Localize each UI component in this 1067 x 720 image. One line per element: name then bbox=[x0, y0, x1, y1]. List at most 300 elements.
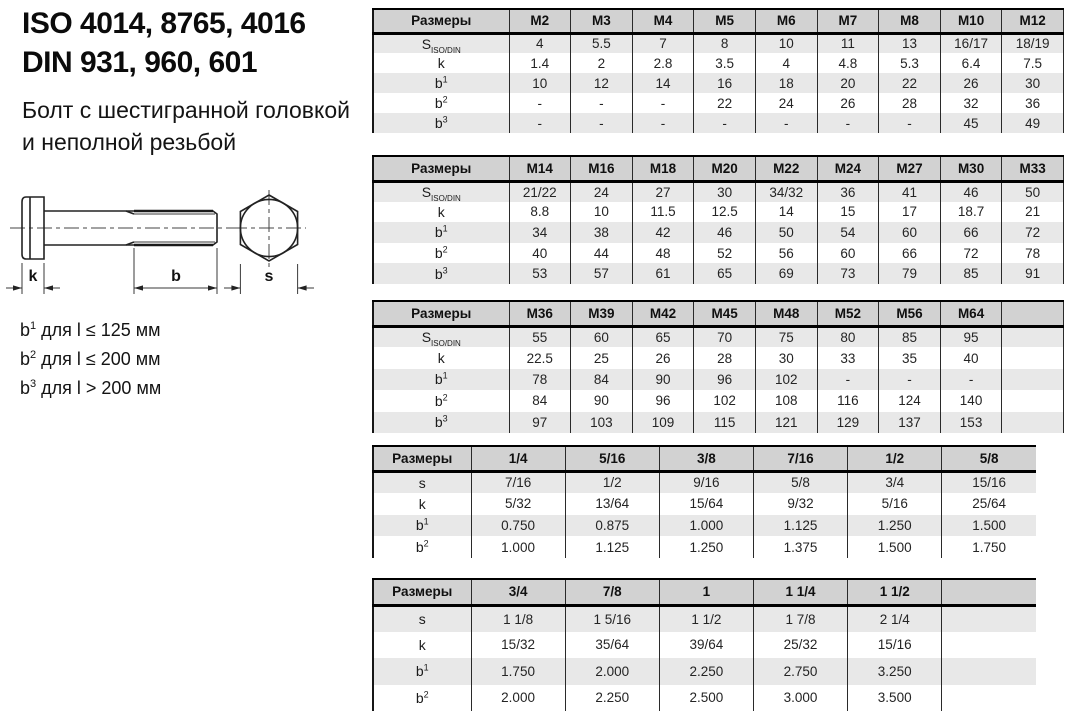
footnote-line: $b^2$ для l ≤ 200 мм bbox=[20, 349, 161, 369]
value-cell: 2 1/4 bbox=[848, 605, 942, 632]
value-cell: 1.4 bbox=[509, 53, 571, 73]
value-cell: 15/64 bbox=[659, 493, 753, 515]
table-row bbox=[373, 515, 1036, 537]
size-column-header: 1 bbox=[659, 579, 753, 605]
value-cell bbox=[1002, 390, 1064, 411]
value-cell: 12.5 bbox=[694, 202, 756, 223]
value-cell: 5/8 bbox=[753, 471, 847, 493]
value-cell: 55 bbox=[509, 326, 571, 347]
table-row bbox=[373, 632, 1036, 659]
value-cell: 2 bbox=[571, 53, 633, 73]
value-cell: 16 bbox=[694, 73, 756, 93]
size-column-header: M5 bbox=[694, 9, 756, 33]
value-cell: - bbox=[694, 113, 756, 133]
row-label: $b^2$ bbox=[415, 538, 429, 556]
value-cell: 70 bbox=[694, 326, 756, 347]
value-cell: 108 bbox=[755, 390, 817, 411]
value-cell: 50 bbox=[1002, 181, 1064, 202]
table-row bbox=[373, 536, 1036, 558]
value-cell: 2.250 bbox=[659, 658, 753, 685]
table-row bbox=[373, 685, 1036, 712]
row-label: $b^2$ bbox=[415, 689, 429, 706]
table-row bbox=[373, 73, 1064, 93]
dimension-table bbox=[372, 578, 1036, 711]
table-row bbox=[373, 263, 1064, 284]
value-cell: 14 bbox=[632, 73, 694, 93]
table-row bbox=[373, 390, 1064, 411]
value-cell: 44 bbox=[571, 243, 633, 264]
value-cell: 6.4 bbox=[940, 53, 1002, 73]
table-row bbox=[373, 347, 1064, 368]
size-column-header: M24 bbox=[817, 156, 879, 181]
dimension-s bbox=[224, 264, 314, 294]
value-cell: 3/4 bbox=[848, 471, 942, 493]
value-cell: 1.750 bbox=[942, 536, 1036, 558]
value-cell: 4.8 bbox=[817, 53, 879, 73]
value-cell: 5/32 bbox=[471, 493, 565, 515]
value-cell bbox=[1002, 347, 1064, 368]
value-cell: 1.500 bbox=[942, 515, 1036, 537]
value-cell: 35/64 bbox=[565, 632, 659, 659]
value-cell: 18.7 bbox=[940, 202, 1002, 223]
value-cell: 9/16 bbox=[659, 471, 753, 493]
dimension-table bbox=[372, 300, 1064, 433]
size-column-header: M16 bbox=[571, 156, 633, 181]
value-cell: 38 bbox=[571, 222, 633, 243]
size-column-header: M36 bbox=[509, 301, 571, 326]
value-cell: 22 bbox=[879, 73, 941, 93]
value-cell: - bbox=[571, 113, 633, 133]
value-cell: 1.750 bbox=[471, 658, 565, 685]
table-row bbox=[373, 326, 1064, 347]
footnote-line: $b^1$ для l ≤ 125 мм bbox=[20, 320, 161, 340]
value-cell: 2.500 bbox=[659, 685, 753, 712]
table-row bbox=[373, 243, 1064, 264]
value-cell: 1 1/8 bbox=[471, 605, 565, 632]
value-cell: 3.5 bbox=[694, 53, 756, 73]
size-column-header: 5/16 bbox=[565, 446, 659, 471]
value-cell: 7 bbox=[632, 33, 694, 53]
value-cell: 69 bbox=[755, 263, 817, 284]
row-label: $S_{ISO/DIN}$ bbox=[421, 35, 461, 53]
value-cell bbox=[1002, 369, 1064, 390]
value-cell: 26 bbox=[817, 93, 879, 113]
page-title bbox=[22, 4, 306, 82]
row-label: $b^3$ bbox=[434, 413, 448, 431]
value-cell: 46 bbox=[694, 222, 756, 243]
row-label: k bbox=[418, 495, 426, 512]
value-cell: 36 bbox=[817, 181, 879, 202]
table-row bbox=[373, 658, 1036, 685]
value-cell: 66 bbox=[879, 243, 941, 264]
value-cell: 53 bbox=[509, 263, 571, 284]
size-column-header: M39 bbox=[571, 301, 633, 326]
value-cell: 56 bbox=[755, 243, 817, 264]
value-cell: 30 bbox=[694, 181, 756, 202]
value-cell bbox=[942, 605, 1036, 632]
value-cell: 24 bbox=[571, 181, 633, 202]
size-column-header: 3/8 bbox=[659, 446, 753, 471]
value-cell: 61 bbox=[632, 263, 694, 284]
size-column-header: M52 bbox=[817, 301, 879, 326]
value-cell: 22 bbox=[694, 93, 756, 113]
table-row bbox=[373, 471, 1036, 493]
size-column-header: 7/8 bbox=[565, 579, 659, 605]
dimension-table bbox=[372, 155, 1064, 284]
value-cell: 140 bbox=[940, 390, 1002, 411]
row-label: $b^3$ bbox=[434, 114, 448, 131]
size-column-header: M45 bbox=[694, 301, 756, 326]
size-column-header: M12 bbox=[1002, 9, 1064, 33]
row-label: s bbox=[418, 611, 426, 627]
value-cell: 91 bbox=[1002, 263, 1064, 284]
corner-header: Размеры bbox=[373, 446, 471, 471]
value-cell: 2.8 bbox=[632, 53, 694, 73]
page-subtitle bbox=[22, 94, 350, 158]
value-cell: 25/32 bbox=[753, 632, 847, 659]
value-cell: 25/64 bbox=[942, 493, 1036, 515]
dimension-table bbox=[372, 8, 1064, 133]
value-cell: 57 bbox=[571, 263, 633, 284]
value-cell: 1/2 bbox=[565, 471, 659, 493]
footnotes bbox=[20, 316, 161, 403]
value-cell: 7.5 bbox=[1002, 53, 1064, 73]
value-cell: 79 bbox=[879, 263, 941, 284]
row-label: k bbox=[437, 203, 445, 220]
value-cell: 85 bbox=[879, 326, 941, 347]
value-cell: 84 bbox=[509, 390, 571, 411]
dimension-table-metric-m36-m64 bbox=[372, 300, 1064, 433]
row-label: $b^1$ bbox=[434, 74, 448, 91]
value-cell: 65 bbox=[632, 326, 694, 347]
value-cell: 36 bbox=[1002, 93, 1064, 113]
value-cell: 39/64 bbox=[659, 632, 753, 659]
value-cell: 33 bbox=[817, 347, 879, 368]
row-label: $S_{ISO/DIN}$ bbox=[421, 184, 461, 202]
value-cell: 0.875 bbox=[565, 515, 659, 537]
value-cell: - bbox=[879, 113, 941, 133]
value-cell: 1 5/16 bbox=[565, 605, 659, 632]
value-cell: 5.3 bbox=[879, 53, 941, 73]
table-row bbox=[373, 605, 1036, 632]
value-cell: 0.750 bbox=[471, 515, 565, 537]
dim-label-b: b bbox=[171, 268, 181, 285]
value-cell: 8 bbox=[694, 33, 756, 53]
value-cell: 10 bbox=[755, 33, 817, 53]
table-row bbox=[373, 93, 1064, 113]
value-cell: - bbox=[879, 369, 941, 390]
size-column-header bbox=[942, 579, 1036, 605]
size-column-header: 1 1/2 bbox=[848, 579, 942, 605]
size-column-header: M2 bbox=[509, 9, 571, 33]
table-row bbox=[373, 412, 1064, 433]
table-row bbox=[373, 222, 1064, 243]
table-header-row bbox=[373, 301, 1064, 326]
value-cell: 65 bbox=[694, 263, 756, 284]
value-cell: 103 bbox=[571, 412, 633, 433]
value-cell: 102 bbox=[694, 390, 756, 411]
size-column-header bbox=[1002, 301, 1064, 326]
table-header-row bbox=[373, 156, 1064, 181]
row-label: k bbox=[418, 636, 426, 653]
value-cell: 90 bbox=[632, 369, 694, 390]
value-cell: 13/64 bbox=[565, 493, 659, 515]
value-cell: 15 bbox=[817, 202, 879, 223]
value-cell: 73 bbox=[817, 263, 879, 284]
value-cell: 15/32 bbox=[471, 632, 565, 659]
value-cell: 26 bbox=[632, 347, 694, 368]
value-cell: 60 bbox=[817, 243, 879, 264]
table-row bbox=[373, 369, 1064, 390]
size-column-header: M4 bbox=[632, 9, 694, 33]
row-label: $b^1$ bbox=[415, 662, 429, 680]
value-cell: 60 bbox=[879, 222, 941, 243]
row-label: $b^1$ bbox=[434, 223, 448, 241]
value-cell: 21/22 bbox=[509, 181, 571, 202]
value-cell: 22.5 bbox=[509, 347, 571, 368]
value-cell: 40 bbox=[509, 243, 571, 264]
value-cell: 2.750 bbox=[753, 658, 847, 685]
row-label: k bbox=[437, 55, 445, 71]
value-cell: 1.000 bbox=[471, 536, 565, 558]
value-cell: 24 bbox=[755, 93, 817, 113]
value-cell: - bbox=[571, 93, 633, 113]
value-cell: 3.000 bbox=[753, 685, 847, 712]
size-column-header: 1 1/4 bbox=[753, 579, 847, 605]
value-cell: 72 bbox=[1002, 222, 1064, 243]
value-cell: - bbox=[632, 113, 694, 133]
table-header-row bbox=[373, 446, 1036, 471]
size-column-header: M8 bbox=[879, 9, 941, 33]
value-cell: 90 bbox=[571, 390, 633, 411]
value-cell: 4 bbox=[509, 33, 571, 53]
value-cell: 1.500 bbox=[848, 536, 942, 558]
value-cell: - bbox=[817, 113, 879, 133]
size-column-header: M22 bbox=[755, 156, 817, 181]
table-row bbox=[373, 33, 1064, 53]
size-column-header: 5/8 bbox=[942, 446, 1036, 471]
value-cell: 5.5 bbox=[571, 33, 633, 53]
value-cell: 3.500 bbox=[848, 685, 942, 712]
value-cell: 26 bbox=[940, 73, 1002, 93]
table-row bbox=[373, 113, 1064, 133]
row-label: $b^1$ bbox=[415, 516, 429, 534]
size-column-header: M56 bbox=[879, 301, 941, 326]
row-label: s bbox=[418, 474, 426, 491]
table-row bbox=[373, 181, 1064, 202]
value-cell: 7/16 bbox=[471, 471, 565, 493]
value-cell: 25 bbox=[571, 347, 633, 368]
value-cell: 10 bbox=[509, 73, 571, 93]
value-cell: 78 bbox=[509, 369, 571, 390]
value-cell: 27 bbox=[632, 181, 694, 202]
dimension-b bbox=[134, 248, 217, 294]
value-cell bbox=[942, 658, 1036, 685]
value-cell: 153 bbox=[940, 412, 1002, 433]
value-cell: 46 bbox=[940, 181, 1002, 202]
value-cell: 1 7/8 bbox=[753, 605, 847, 632]
value-cell: 18/19 bbox=[1002, 33, 1064, 53]
size-column-header: M7 bbox=[817, 9, 879, 33]
corner-header: Размеры bbox=[373, 9, 509, 33]
size-column-header: 3/4 bbox=[471, 579, 565, 605]
value-cell: 1.125 bbox=[565, 536, 659, 558]
value-cell: 35 bbox=[879, 347, 941, 368]
value-cell: 66 bbox=[940, 222, 1002, 243]
value-cell: 28 bbox=[879, 93, 941, 113]
table-header-row bbox=[373, 9, 1064, 33]
value-cell: 10 bbox=[571, 202, 633, 223]
size-column-header: 1/4 bbox=[471, 446, 565, 471]
size-column-header: M33 bbox=[1002, 156, 1064, 181]
value-cell: 34/32 bbox=[755, 181, 817, 202]
value-cell: 129 bbox=[817, 412, 879, 433]
value-cell: 1.125 bbox=[753, 515, 847, 537]
value-cell: 4 bbox=[755, 53, 817, 73]
size-column-header: M20 bbox=[694, 156, 756, 181]
corner-header: Размеры bbox=[373, 156, 509, 181]
value-cell: 1.000 bbox=[659, 515, 753, 537]
value-cell: 45 bbox=[940, 113, 1002, 133]
value-cell: 20 bbox=[817, 73, 879, 93]
size-column-header: 7/16 bbox=[753, 446, 847, 471]
row-label: $S_{ISO/DIN}$ bbox=[421, 329, 461, 348]
dimension-table-inch-3-4-to-1-1-2 bbox=[372, 578, 1036, 711]
size-column-header: M3 bbox=[571, 9, 633, 33]
bolt-side-view bbox=[10, 197, 236, 259]
value-cell bbox=[1002, 326, 1064, 347]
value-cell: 96 bbox=[694, 369, 756, 390]
value-cell: - bbox=[509, 113, 571, 133]
value-cell: 13 bbox=[879, 33, 941, 53]
value-cell: 2.250 bbox=[565, 685, 659, 712]
dimension-table-metric-m2-m12 bbox=[372, 8, 1064, 133]
value-cell: 49 bbox=[1002, 113, 1064, 133]
size-column-header: M64 bbox=[940, 301, 1002, 326]
value-cell: - bbox=[632, 93, 694, 113]
size-column-header: 1/2 bbox=[848, 446, 942, 471]
value-cell: 97 bbox=[509, 412, 571, 433]
value-cell: - bbox=[509, 93, 571, 113]
value-cell: 18 bbox=[755, 73, 817, 93]
corner-header: Размеры bbox=[373, 579, 471, 605]
value-cell bbox=[942, 685, 1036, 712]
value-cell: 1.375 bbox=[753, 536, 847, 558]
value-cell: 78 bbox=[1002, 243, 1064, 264]
value-cell: 80 bbox=[817, 326, 879, 347]
value-cell: 95 bbox=[940, 326, 1002, 347]
value-cell: 17 bbox=[879, 202, 941, 223]
value-cell: 60 bbox=[571, 326, 633, 347]
corner-header: Размеры bbox=[373, 301, 509, 326]
value-cell: 5/16 bbox=[848, 493, 942, 515]
value-cell: 11.5 bbox=[632, 202, 694, 223]
size-column-header: M14 bbox=[509, 156, 571, 181]
value-cell: 11 bbox=[817, 33, 879, 53]
value-cell: 1.250 bbox=[848, 515, 942, 537]
table-row bbox=[373, 53, 1064, 73]
value-cell: - bbox=[940, 369, 1002, 390]
value-cell: 137 bbox=[879, 412, 941, 433]
value-cell: 8.8 bbox=[509, 202, 571, 223]
table-header-row bbox=[373, 579, 1036, 605]
row-label: $b^3$ bbox=[434, 265, 448, 282]
value-cell: 40 bbox=[940, 347, 1002, 368]
value-cell: 96 bbox=[632, 390, 694, 411]
value-cell: 14 bbox=[755, 202, 817, 223]
value-cell: 48 bbox=[632, 243, 694, 264]
value-cell: 109 bbox=[632, 412, 694, 433]
table-row bbox=[373, 493, 1036, 515]
value-cell: 21 bbox=[1002, 202, 1064, 223]
value-cell: 15/16 bbox=[942, 471, 1036, 493]
row-label: $b^2$ bbox=[434, 94, 448, 111]
value-cell: 16/17 bbox=[940, 33, 1002, 53]
size-column-header: M48 bbox=[755, 301, 817, 326]
subtitle-line-2: и неполной резьбой bbox=[22, 129, 237, 155]
value-cell: 28 bbox=[694, 347, 756, 368]
value-cell: 30 bbox=[1002, 73, 1064, 93]
value-cell: 75 bbox=[755, 326, 817, 347]
size-column-header: M10 bbox=[940, 9, 1002, 33]
value-cell: 84 bbox=[571, 369, 633, 390]
value-cell: 50 bbox=[755, 222, 817, 243]
dimension-table-metric-m14-m33 bbox=[372, 155, 1064, 284]
dim-label-s: s bbox=[264, 268, 274, 285]
bolt-end-view bbox=[232, 190, 306, 267]
value-cell: 41 bbox=[879, 181, 941, 202]
value-cell: 15/16 bbox=[848, 632, 942, 659]
value-cell: 85 bbox=[940, 263, 1002, 284]
bolt-technical-drawing bbox=[4, 184, 344, 306]
value-cell: 32 bbox=[940, 93, 1002, 113]
value-cell: 42 bbox=[632, 222, 694, 243]
value-cell: 9/32 bbox=[753, 493, 847, 515]
title-iso: ISO 4014, 8765, 4016 bbox=[22, 7, 306, 40]
value-cell: - bbox=[755, 113, 817, 133]
dim-label-k: k bbox=[28, 268, 38, 285]
value-cell: 30 bbox=[755, 347, 817, 368]
value-cell: - bbox=[817, 369, 879, 390]
value-cell: 121 bbox=[755, 412, 817, 433]
size-column-header: M30 bbox=[940, 156, 1002, 181]
row-label: $b^1$ bbox=[434, 370, 448, 388]
value-cell: 2.000 bbox=[565, 658, 659, 685]
dimension-k bbox=[6, 263, 60, 294]
value-cell: 2.000 bbox=[471, 685, 565, 712]
value-cell: 102 bbox=[755, 369, 817, 390]
row-label: k bbox=[437, 350, 445, 367]
size-column-header: M27 bbox=[879, 156, 941, 181]
dimension-table bbox=[372, 445, 1036, 558]
value-cell: 34 bbox=[509, 222, 571, 243]
subtitle-line-1: Болт с шестигранной головкой bbox=[22, 97, 350, 123]
title-din: DIN 931, 960, 601 bbox=[22, 46, 258, 79]
value-cell: 54 bbox=[817, 222, 879, 243]
value-cell: 12 bbox=[571, 73, 633, 93]
value-cell: 1.250 bbox=[659, 536, 753, 558]
size-column-header: M18 bbox=[632, 156, 694, 181]
size-column-header: M42 bbox=[632, 301, 694, 326]
row-label: $b^2$ bbox=[434, 244, 448, 262]
value-cell: 115 bbox=[694, 412, 756, 433]
value-cell: 52 bbox=[694, 243, 756, 264]
value-cell: 116 bbox=[817, 390, 879, 411]
dimension-table-inch-1-4-to-5-8 bbox=[372, 445, 1036, 558]
value-cell: 72 bbox=[940, 243, 1002, 264]
value-cell bbox=[1002, 412, 1064, 433]
value-cell: 1 1/2 bbox=[659, 605, 753, 632]
